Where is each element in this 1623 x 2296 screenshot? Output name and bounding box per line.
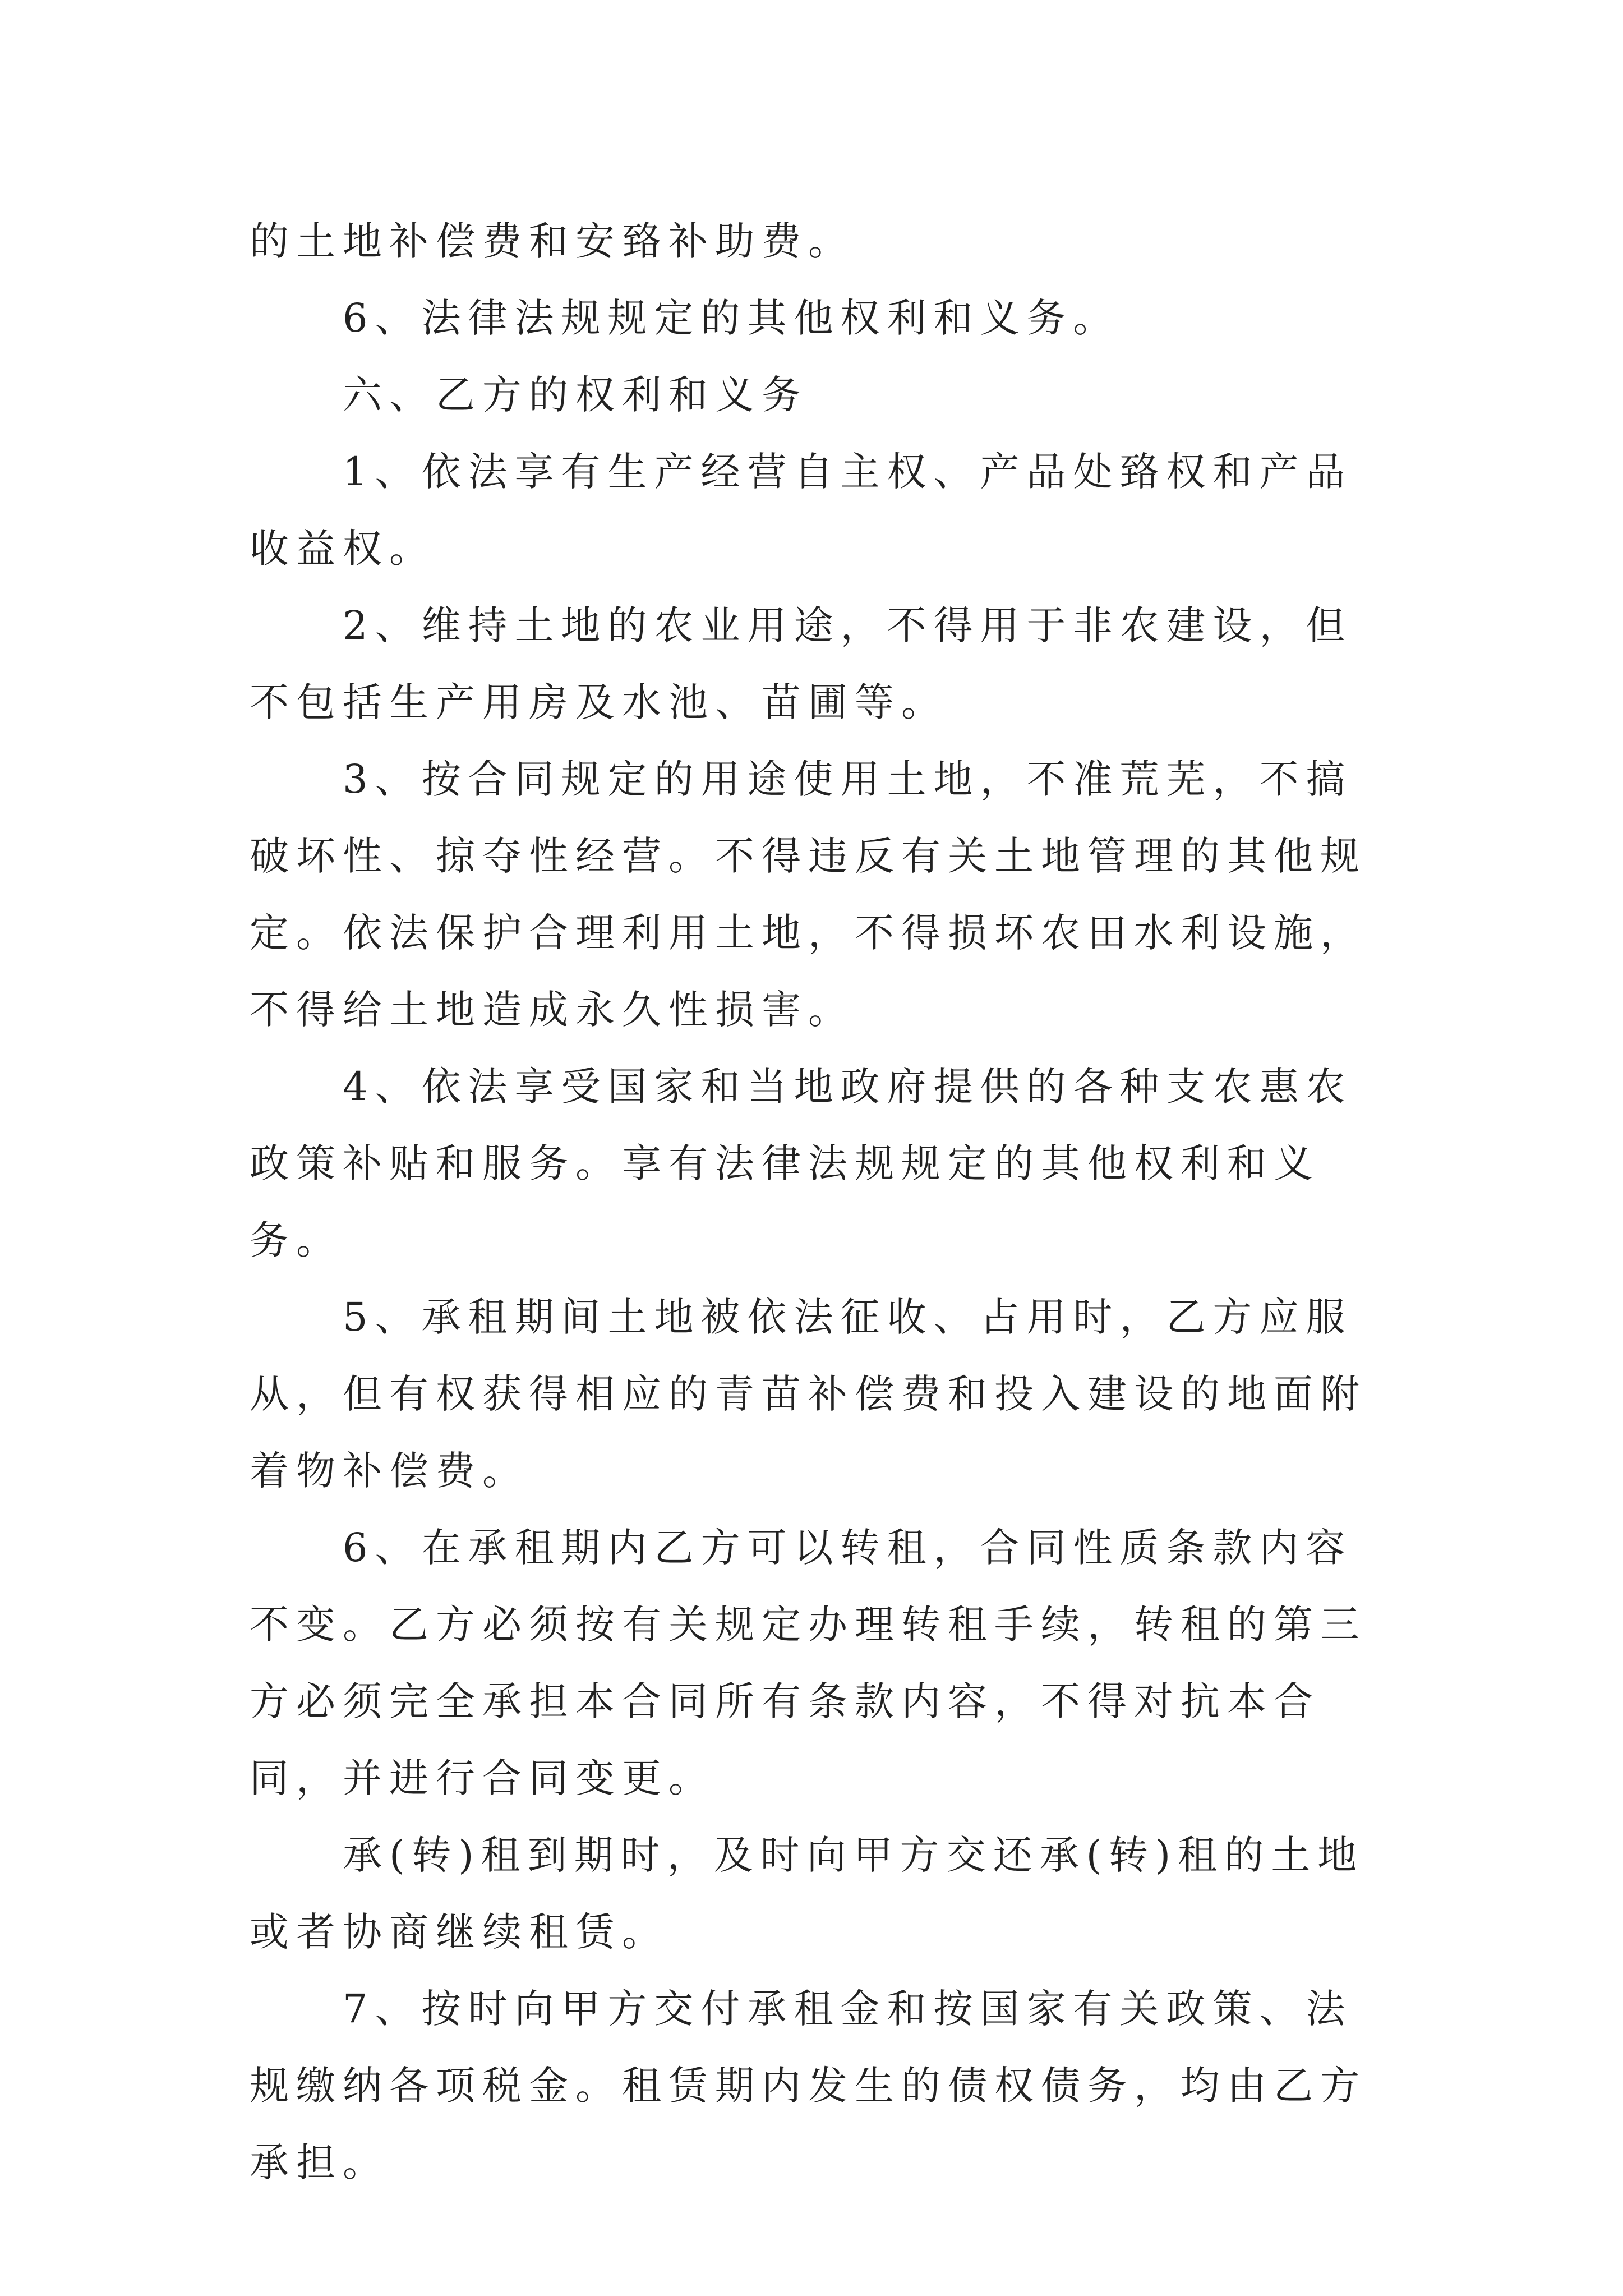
paragraph-clause-6-1: 1、依法享有生产经营自主权、产品处臵权和产品收益权。 [250, 449, 1353, 572]
paragraph-lease-expiry: 承(转)租到期时，及时向甲方交还承(转)租的土地或者协商继续租赁。 [250, 1832, 1364, 1955]
document-body [250, 203, 1394, 2201]
paragraph-clause-6-6: 6、在承租期内乙方可以转租，合同性质条款内容不变。乙方必须按有关规定办理转租手续，转租的第三方必须完全承担本合同所有条款内容，不得对抗本合同，并进行合同变更。 [250, 1525, 1367, 1801]
paragraph-clause-6-3: 3、按合同规定的用途使用土地，不准荒芜，不搞破坏性、掠夺性经营。不得违反有关土地管理的其他规定。依法保护合理利用土地，不得损坏农田水利设施，不得给土地造成永久性损害。 [250, 756, 1367, 1033]
paragraph-clause-6-4: 4、依法享受国家和当地政府提供的各种支农惠农政策补贴和服务。享有法律法规规定的其他权利和义务。 [250, 1064, 1353, 1263]
paragraph-clause-6-7: 7、按时向甲方交付承租金和按国家有关政策、法规缴纳各项税金。租赁期内发生的债权债务，均由乙方承担。 [250, 1986, 1367, 2185]
paragraph-clause-6-5: 5、承租期间土地被依法征收、占用时，乙方应服从，但有权获得相应的青苗补偿费和投入建设的地面附着物补偿费。 [250, 1294, 1367, 1494]
paragraph-clause-5-6: 6、法律法规规定的其他权利和义务。 [343, 295, 1120, 341]
section-heading-6: 六、乙方的权利和义务 [343, 372, 808, 418]
paragraph-clause-6-2: 2、维持土地的农业用途，不得用于非农建设，但不包括生产用房及水池、苗圃等。 [250, 602, 1353, 725]
paragraph-continuation: 的土地补偿费和安臵补助费。 [250, 218, 855, 264]
